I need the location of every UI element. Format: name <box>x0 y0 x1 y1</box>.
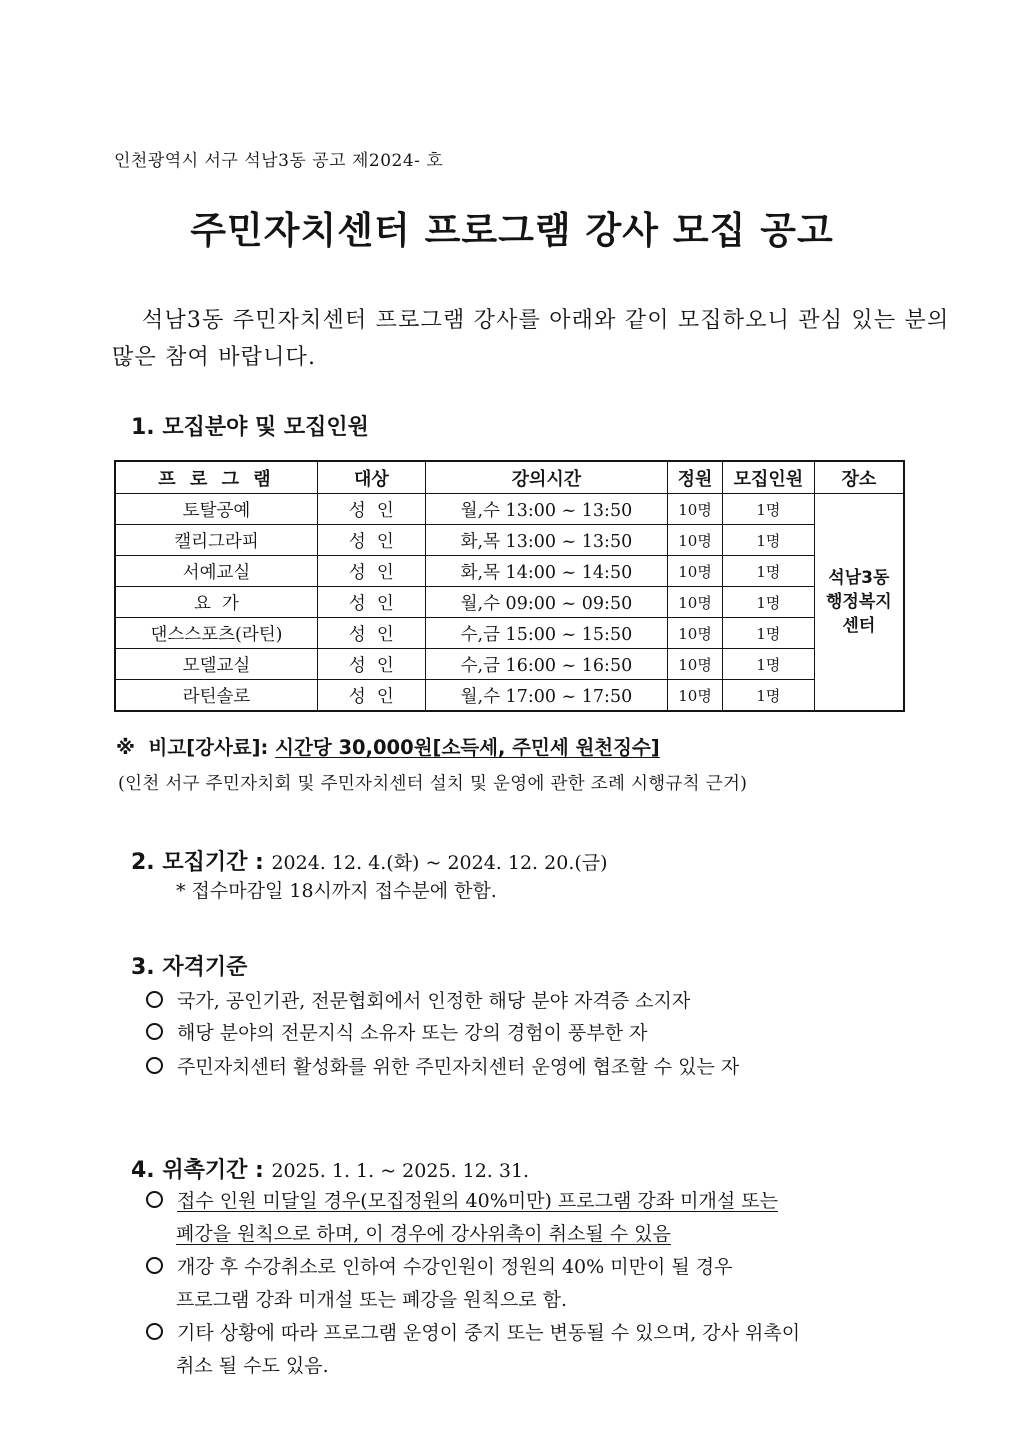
col-header-recruit: 모집인원 <box>722 461 814 494</box>
circle-bullet-icon <box>146 1257 163 1274</box>
program-name: 토탈공예 <box>115 494 317 525</box>
list-item <box>146 1018 647 1045</box>
program-time: 수,금 16:00 ~ 16:50 <box>425 649 667 680</box>
place-line: 석남3동 <box>828 568 890 588</box>
program-name: 댄스스포츠(라틴) <box>115 618 317 649</box>
program-recruit: 1명 <box>722 556 814 587</box>
section3-heading: 3. 자격기준 <box>131 955 248 980</box>
list-item <box>146 986 690 1013</box>
program-time: 월,수 17:00 ~ 17:50 <box>425 680 667 712</box>
qualification-text: 국가, 공인기관, 전문협회에서 인정한 해당 분야 자격증 소지자 <box>177 990 691 1012</box>
condition-text-continued: 프로그램 강좌 미개설 또는 폐강을 원칙으로 함. <box>176 1289 568 1311</box>
program-time: 월,수 09:00 ~ 09:50 <box>425 587 667 618</box>
table-row <box>115 587 904 618</box>
program-name: 캘리그라피 <box>115 525 317 556</box>
table-row <box>115 649 904 680</box>
table-row <box>115 680 904 712</box>
program-capacity: 10명 <box>668 587 723 618</box>
col-header-place: 장소 <box>814 461 904 494</box>
program-recruit: 1명 <box>722 494 814 525</box>
condition-text: 기타 상황에 따라 프로그램 운영이 중지 또는 변동될 수 있으며, 강사 위촉이 <box>177 1322 801 1344</box>
section2 <box>131 845 608 876</box>
program-target: 성 인 <box>317 680 425 712</box>
col-header-time: 강의시간 <box>425 461 667 494</box>
page-title: 주민자치센터 프로그램 강사 모집 공고 <box>190 209 834 252</box>
program-capacity: 10명 <box>668 494 723 525</box>
fee-basis-note: (인천 서구 주민자치회 및 주민자치센터 설치 및 운영에 관한 조례 시행규칙 근거) <box>118 774 748 794</box>
col-header-program: 프 로 그 램 <box>115 461 317 494</box>
program-name: 서예교실 <box>115 556 317 587</box>
col-header-target: 대상 <box>317 461 425 494</box>
place-line: 센터 <box>842 616 876 636</box>
list-item <box>146 1052 739 1079</box>
program-name: 라틴솔로 <box>115 680 317 712</box>
place-line: 행정복지 <box>826 592 892 612</box>
program-time: 화,목 14:00 ~ 14:50 <box>425 556 667 587</box>
table-row <box>115 618 904 649</box>
program-capacity: 10명 <box>668 649 723 680</box>
circle-bullet-icon <box>146 1057 163 1074</box>
table-row <box>115 525 904 556</box>
circle-bullet-icon <box>146 1023 163 1040</box>
circle-bullet-icon <box>146 1323 163 1340</box>
program-name: 모델교실 <box>115 649 317 680</box>
table-header-row <box>115 461 904 494</box>
col-header-capacity: 정원 <box>668 461 723 494</box>
fee-note-label: ※ 비고[강사료]: <box>116 736 276 759</box>
intro-paragraph: 석남3동 주민자치센터 프로그램 강사를 아래와 같이 모집하오니 관심 있는 분의 많은 참여 바랍니다. <box>112 308 950 370</box>
table-row <box>115 494 904 525</box>
fee-note-value: 시간당 30,000원[소득세, 주민세 원천징수] <box>275 736 660 759</box>
program-recruit: 1명 <box>722 587 814 618</box>
section1-heading: 1. 모집분야 및 모집인원 <box>131 415 369 440</box>
appointment-period: 2025. 1. 1. ~ 2025. 12. 31. <box>271 1160 530 1182</box>
section4 <box>131 1153 529 1184</box>
table-row <box>115 556 904 587</box>
condition-text: 개강 후 수강취소로 인하여 수강인원이 정원의 40% 미만이 될 경우 <box>177 1256 733 1278</box>
program-recruit: 1명 <box>722 618 814 649</box>
program-place <box>814 494 904 712</box>
qualification-text: 해당 분야의 전문지식 소유자 또는 강의 경험이 풍부한 자 <box>177 1022 648 1044</box>
program-capacity: 10명 <box>668 680 723 712</box>
section4-heading: 4. 위촉기간 : <box>131 1158 272 1183</box>
program-time: 수,금 15:00 ~ 15:50 <box>425 618 667 649</box>
fee-note <box>116 732 660 760</box>
qualification-text: 주민자치센터 활성화를 위한 주민자치센터 운영에 협조할 수 있는 자 <box>177 1056 740 1078</box>
notice-number: 인천광역시 서구 석남3동 공고 제2024- 호 <box>114 151 444 171</box>
program-target: 성 인 <box>317 587 425 618</box>
section2-heading: 2. 모집기간 : <box>131 850 272 875</box>
list-item <box>146 1186 778 1213</box>
condition-text-continued: 취소 될 수도 있음. <box>176 1355 329 1377</box>
recruit-period: 2024. 12. 4.(화) ~ 2024. 12. 20.(금) <box>271 852 608 874</box>
program-table <box>114 460 905 712</box>
list-item <box>146 1318 800 1345</box>
list-item <box>146 1252 732 1279</box>
program-time: 화,목 13:00 ~ 13:50 <box>425 525 667 556</box>
program-time: 월,수 13:00 ~ 13:50 <box>425 494 667 525</box>
program-capacity: 10명 <box>668 618 723 649</box>
condition-text-continued: 폐강을 원칙으로 하며, 이 경우에 강사위촉이 취소될 수 있음 <box>176 1223 671 1245</box>
program-target: 성 인 <box>317 494 425 525</box>
circle-bullet-icon <box>146 991 163 1008</box>
deadline-note: * 접수마감일 18시까지 접수분에 한함. <box>176 880 497 902</box>
program-recruit: 1명 <box>722 649 814 680</box>
condition-text: 접수 인원 미달일 경우(모집정원의 40%미만) 프로그램 강좌 미개설 또는 <box>177 1190 778 1212</box>
program-target: 성 인 <box>317 525 425 556</box>
program-recruit: 1명 <box>722 680 814 712</box>
program-target: 성 인 <box>317 649 425 680</box>
program-recruit: 1명 <box>722 525 814 556</box>
program-capacity: 10명 <box>668 556 723 587</box>
program-name: 요 가 <box>115 587 317 618</box>
program-capacity: 10명 <box>668 525 723 556</box>
program-target: 성 인 <box>317 618 425 649</box>
program-target: 성 인 <box>317 556 425 587</box>
circle-bullet-icon <box>146 1191 163 1208</box>
